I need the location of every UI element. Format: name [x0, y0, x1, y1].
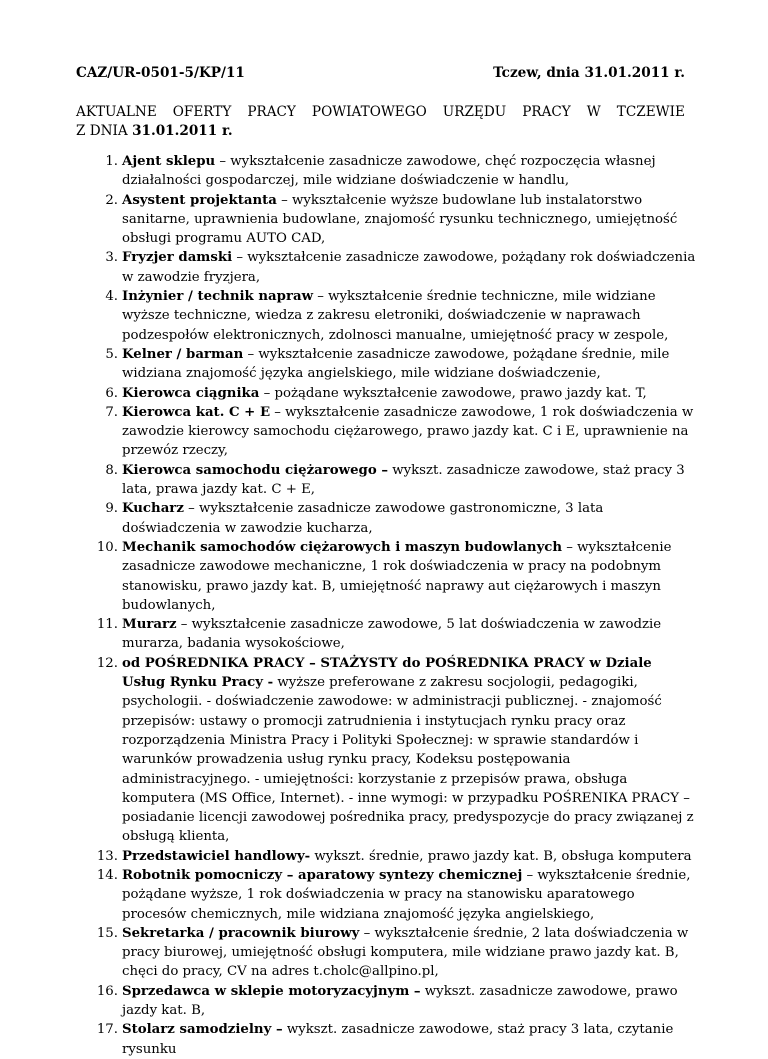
item-number: 8.	[105, 462, 118, 478]
list-item	[76, 654, 696, 847]
list-item	[76, 403, 696, 461]
list-item	[76, 287, 696, 345]
title-word: POWIATOWEGO	[311, 104, 427, 120]
list-item	[76, 538, 696, 615]
title-word: TCZEWIE	[616, 104, 685, 120]
job-requirements: – pożądane wykształcenie zawodowe, prawo jazdy kat. T,	[259, 385, 647, 401]
item-number: 17.	[96, 1022, 118, 1038]
job-title: Kierowca samochodu ciężarowego –	[122, 462, 388, 478]
title-word: PRACY	[247, 104, 296, 120]
item-number: 9.	[105, 501, 118, 517]
title-word: PRACY	[522, 104, 571, 120]
job-title: Murarz	[122, 617, 177, 633]
job-title: Kierowca kat. C + E	[122, 404, 271, 420]
job-title: Fryzjer damski	[122, 250, 233, 266]
item-number: 13.	[96, 848, 118, 864]
job-requirements: – wykształcenie zasadnicze zawodowe, pożądane średnie, mile widziana znajomość języka angielskiego, mile widziane doświadczenie,	[122, 346, 670, 382]
job-requirements: wykszt. średnie, prawo jazdy kat. B, obsługa komputera	[310, 848, 692, 864]
job-title: Ajent sklepu	[122, 154, 216, 169]
list-item	[76, 384, 696, 403]
job-requirements: wykszt. zasadnicze zawodowe, prawo jazdy kat. B,	[122, 983, 678, 1019]
item-number: 15.	[96, 925, 118, 941]
job-requirements: wyższe preferowane z zakresu socjologii, pedagogiki, psychologii. - doświadczenie zawodowe: w administracji publicznej. - znajomość przepisów: ustawy o promocji zatrudnienia i instytucjach rynku pracy oraz rozporządzenia Ministra Pracy i Polityki Społecznej: w sprawie standardów i warunków prowadzenia usług rynku pracy, Kodeksu postępowania administracyjnego. - umiejętności: korzystanie z przepisów prawa, obsługa komputera (MS Office, Internet). - inne wymogi: w przypadku POŚRENIKA PRACY – posiadanie licencji zawodowej pośrednika pracy, predyspozycje do pracy związanej z obsługą klienta,	[122, 675, 694, 845]
item-number: 4.	[105, 289, 118, 305]
job-title: od POŚREDNIKA PRACY – STAŻYSTY do POŚREDNIKA PRACY w Dziale Usług Rynku Pracy -	[122, 655, 652, 691]
item-number: 2.	[105, 192, 118, 208]
job-title: Sprzedawca w sklepie motoryzacyjnym –	[122, 983, 421, 999]
list-item	[76, 248, 696, 287]
item-number: 10.	[96, 539, 118, 555]
job-requirements: – wykształcenie zasadnicze zawodowe, 5 lat doświadczenia w zawodzie murarza, badania wysokościowe,	[122, 617, 662, 652]
document-header	[76, 63, 685, 83]
job-requirements: – wykształcenie średnie, pożądane wyższe, 1 rok doświadczenia w pracy na stanowisku aparatowego procesów chemicznych, mile widziana znajomość języka angielskiego,	[122, 867, 691, 922]
item-number: 7.	[105, 404, 118, 420]
list-item	[76, 345, 696, 384]
title-line-1	[76, 103, 685, 122]
job-title: Stolarz samodzielny –	[122, 1022, 283, 1038]
item-number: 1.	[105, 154, 118, 169]
title-line-2	[76, 122, 685, 141]
item-number: 12.	[96, 655, 118, 671]
item-number: 11.	[96, 617, 118, 633]
job-title: Kucharz	[122, 501, 184, 517]
item-number: 14.	[96, 867, 118, 883]
job-title: Inżynier / technik napraw	[122, 289, 314, 305]
reference-number: CAZ/UR-0501-5/KP/11	[76, 65, 245, 81]
title-date-prefix: Z DNIA	[76, 123, 128, 139]
job-requirements: wykszt. zasadnicze zawodowe, staż pracy 3 lata, prawa jazdy kat. C + E,	[122, 462, 685, 498]
list-item	[76, 499, 696, 538]
document-title	[76, 103, 685, 141]
job-requirements: – wykształcenie średnie, 2 lata doświadczenia w pracy biurowej, umiejętność obsługi komputera, mile widziane prawo jazdy kat. B, chęci do pracy, CV na adres t.cholc@allpino.pl,	[122, 925, 689, 980]
job-title: Mechanik samochodów ciężarowych i maszyn budowlanych	[122, 539, 563, 555]
job-requirements: wykszt. zasadnicze zawodowe, staż pracy 3 lata, czytanie rysunku	[122, 1022, 674, 1057]
job-title: Kierowca ciągnika	[122, 385, 260, 401]
job-requirements: – wykształcenie średnie techniczne, mile widziane wyższe techniczne, wiedza z zakresu eletroniki, doświadczenie w naprawach podzespołów elektronicznych, zdolnosci manualne, umiejętność pracy w zespole,	[122, 289, 669, 343]
title-word: AKTUALNE	[76, 104, 157, 120]
list-item	[76, 982, 696, 1021]
item-number: 16.	[96, 983, 118, 999]
job-title: Przedstawiciel handlowy-	[122, 848, 311, 864]
job-offers-list	[76, 152, 696, 1059]
job-requirements: – wykształcenie zasadnicze zawodowe mechaniczne, 1 rok doświadczenia w pracy na podobnym stanowisku, prawo jazdy kat. B, umiejętność naprawy aut ciężarowych i maszyn budowlanych,	[122, 539, 672, 613]
job-requirements: – wykształcenie zasadnicze zawodowe, 1 rok doświadczenia w zawodzie kierowcy samochodu ciężarowego, prawo jazdy kat. C i E, uprawnienie na przewóz rzeczy,	[122, 404, 694, 459]
list-item	[76, 461, 696, 500]
title-date: 31.01.2011 r.	[132, 123, 233, 139]
job-title: Asystent projektanta	[122, 192, 277, 208]
item-number: 6.	[105, 385, 118, 401]
list-item	[76, 847, 696, 866]
job-requirements: – wykształcenie zasadnicze zawodowe, pożądany rok doświadczenia w zawodzie fryzjera,	[122, 250, 696, 285]
title-word: W	[586, 104, 601, 120]
list-item	[76, 152, 696, 191]
job-requirements: – wykształcenie wyższe budowlane lub instalatorstwo sanitarne, uprawnienia budowlane, znajomość rysunku technicznego, umiejętność obsługi programu AUTO CAD,	[122, 192, 678, 247]
item-number: 5.	[105, 346, 118, 362]
job-title: Sekretarka / pracownik biurowy	[122, 925, 360, 941]
list-item	[76, 615, 696, 654]
list-item	[76, 924, 696, 982]
list-item	[76, 1020, 696, 1059]
list-item	[76, 866, 696, 924]
job-requirements: – wykształcenie zasadnicze zawodowe, chęć rozpoczęcia własnej działalności gospodarczej, mile widziane doświadczenie w handlu,	[122, 154, 656, 189]
job-requirements: – wykształcenie zasadnicze zawodowe gastronomiczne, 3 lata doświadczenia w zawodzie kucharza,	[122, 501, 604, 536]
place-and-date: Tczew, dnia 31.01.2011 r.	[493, 65, 685, 81]
job-title: Kelner / barman	[122, 346, 244, 362]
title-word: OFERTY	[172, 104, 232, 120]
job-title: Robotnik pomocniczy – aparatowy syntezy chemicznej	[122, 867, 523, 883]
title-word: URZĘDU	[442, 104, 507, 120]
item-number: 3.	[105, 250, 118, 266]
list-item	[76, 191, 696, 249]
